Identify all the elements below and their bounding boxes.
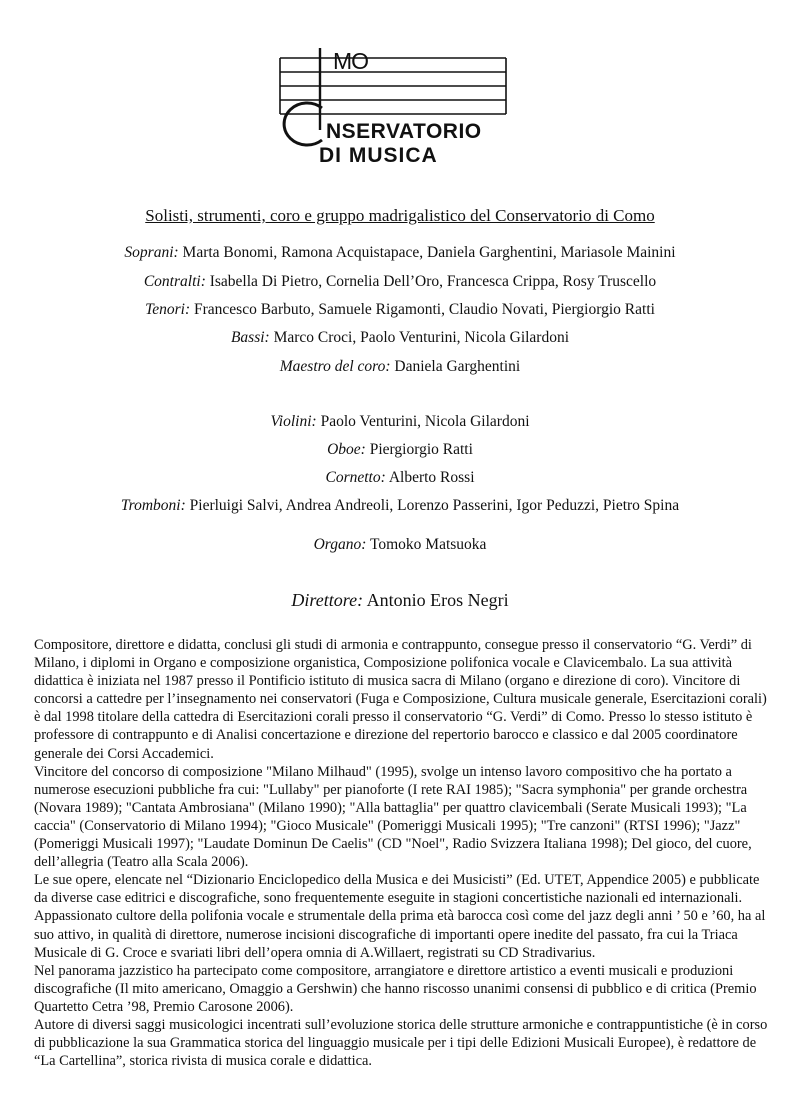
logo-mo-text: MO [333,48,369,74]
role-label: Tromboni: [120,497,186,514]
role-names: Isabella Di Pietro, Cornelia Dell’Oro, Francesca Crippa, Rosy Truscello [209,273,657,290]
role-names: Paolo Venturini, Nicola Gilardoni [320,413,530,430]
c-letter-note [284,103,322,145]
role-label: Organo: [313,536,367,553]
role-label: Maestro del coro: [279,358,391,375]
role-row-cornetto [0,469,800,487]
role-row-oboe [0,441,800,459]
director-biography [34,636,769,1070]
role-names: Marta Bonomi, Ramona Acquistapace, Daniela Garghentini, Mariasole Mainini [182,244,676,261]
director-label: Direttore: [291,590,364,610]
role-names: Francesco Barbuto, Samuele Rigamonti, Claudio Novati, Piergiorgio Ratti [194,301,655,318]
bio-paragraph: Vincitore del concorso di composizione "Milano Milhaud" (1995), svolge un intenso lavoro compositivo che ha portato a numerose esecuzioni pubbliche fra cui: "Lullaby" per pianoforte (I rete RAI 1985); "Sacra symphonia" per grande orchestra (Novara 1989); "Cantata Ambrosiana" (Milano 1990); "Alla battaglia" per quattro clavicembali (Serate Musicali 1993); "La caccia" (Conservatorio di Milano 1994); "Gioco Musicale" (Pomeriggi Musicali 1995); "Tre canzoni" (RTSI 1996); "Jazz" (Pomeriggi Musicali 1997); "Laudate Dominun De Caelis" (CD "Noel", Radio Svizzera Italiana 1998); Del gioco, del cuore, dell’allegria (Teatro alla Scala 2006). [34,763,752,871]
role-names: Alberto Rossi [388,469,475,486]
role-label: Violini: [270,413,317,430]
role-row-bassi [0,329,800,347]
role-label: Bassi: [230,329,270,346]
director-line [0,590,800,611]
role-names: Pierluigi Salvi, Andrea Andreoli, Lorenzo Passerini, Igor Peduzzi, Pietro Spina [189,497,680,514]
role-row-violini [0,413,800,431]
role-row-soprani [0,244,800,262]
role-label: Soprani: [124,244,179,261]
role-label: Tenori: [145,301,191,318]
bio-paragraph: Appassionato cultore della polifonia vocale e strumentale della prima età barocca così come del jazz degli anni ’ 50 e ’60, ha al suo attivo, in qualità di direttore, numerose incisioni discografiche di importanti opere inedite del passato, fra cui la Triaca Musicale di G. Croce e svariati libri dell’opera omnia di A.Willaert, registrati su CD Stradivarius. [34,908,766,961]
conservatorio-logo [278,44,518,170]
bio-paragraph: Autore di diversi saggi musicologici incentrati sull’evoluzione storica delle strutture armoniche e contrappuntistiche (è in corso di pubblicazione la sua Grammatica storica del linguaggio musicale per i tipi delle Edizioni Musicali Europee), è redattore de “La Cartellina”, storica rivista di musica corale e didattica. [34,1016,768,1070]
director-name: Antonio Eros Negri [366,590,509,610]
role-row-tenori [0,301,800,319]
ensemble-title: Solisti, strumenti, coro e gruppo madrigalistico del Conservatorio di Como [145,206,655,225]
bio-paragraph: Nel panorama jazzistico ha partecipato come compositore, arrangiatore e direttore artistico a eventi musicali e produzioni discografiche (Il mito americano, Omaggio a Gershwin) che hanno riscosso unanimi consensi di pubblico e di critica (Premio Quartetto Cetra ’98, Premio Carosone 2006). [34,962,757,1015]
role-label: Oboe: [327,441,366,458]
bio-paragraph: Compositore, direttore e didatta, conclusi gli studi di armonia e contrappunto, consegue presso il conservatorio “G. Verdi” di Milano, i diplomi in Organo e composizione organistica, Composizione polifonica vocale e Clavicembalo. La sua attività didattica è iniziata nel 1987 presso il Pontificio istituto di musica sacra di Milano (organo e direzione di coro). Vincitore di concorsi a cattedre per l’insegnamento nei conservatori (Fuga e Composizione, Cultura musicale generale, Esercitazioni corali) è dal 1998 titolare della cattedra di Esercitazioni corali presso il conservatorio “G. Verdi” di Como. Presso lo stesso istituto è professore di contrappunto e di Analisi concertazione e direzione del repertorio barocco e classico e dal 2005 coordinatore generale dei Corsi Accademici. [34,637,767,762]
role-names: Daniela Garghentini [394,358,521,375]
role-row-maestro-del-coro [0,358,800,376]
role-row-organo [0,536,800,554]
role-names: Tomoko Matsuoka [369,536,487,553]
role-label: Contralti: [143,273,206,290]
role-row-tromboni [0,497,800,515]
logo-conservatorio-text: NSERVATORIO [326,120,482,143]
logo-di-musica-text: DI MUSICA [319,144,438,167]
bio-paragraph: Le sue opere, elencate nel “Dizionario Enciclopedico della Musica e dei Musicisti” (Ed. UTET, Appendice 2005) e pubblicate da diverse case editrici e discografiche, sono frequentemente eseguite in stagioni concertistiche nazionali ed internazionali. [34,872,760,907]
role-names: Marco Croci, Paolo Venturini, Nicola Gilardoni [273,329,570,346]
role-row-contralti [0,273,800,291]
role-label: Cornetto: [325,469,386,486]
role-names: Piergiorgio Ratti [369,441,473,458]
